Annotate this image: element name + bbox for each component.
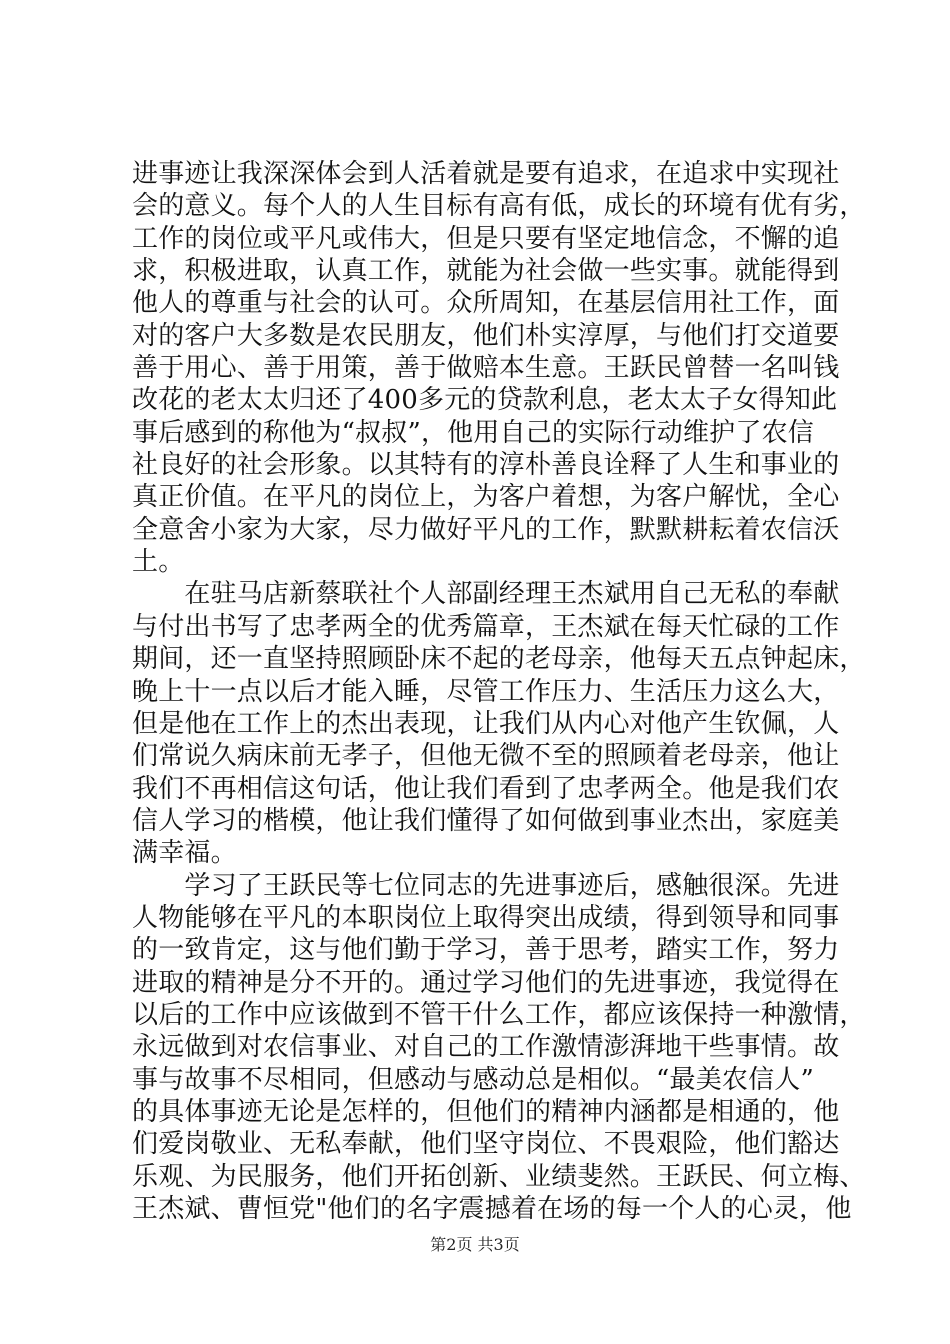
- text-line: 们爱岗敬业、无私奉献，他们坚守岗位、不畏艰险，他们豁达: [132, 1129, 840, 1160]
- paragraph-2: [132, 578, 866, 869]
- text-line: 在驻马店新蔡联社个人部副经理王杰斌用自己无私的奉献: [132, 579, 840, 610]
- text-line: 的具体事迹无论是怎样的，但他们的精神内涵都是相通的，他: [132, 1096, 840, 1127]
- text-line: 与付出书写了忠孝两全的优秀篇章，王杰斌在每天忙碌的工作: [132, 611, 840, 642]
- text-line: 进取的精神是分不开的。通过学习他们的先进事迹，我觉得在: [132, 967, 840, 998]
- text-line: 信人学习的楷模，他让我们懂得了如何做到事业杰出，家庭美: [132, 805, 840, 836]
- text-line: 事后感到的称他为“叔叔”，他用自己的实际行动维护了农信: [132, 417, 814, 448]
- body-text: [132, 158, 866, 1225]
- paragraph-3: [132, 870, 866, 1226]
- text-line: 学习了王跃民等七位同志的先进事迹后，感触很深。先进: [132, 870, 840, 901]
- text-line: 人物能够在平凡的本职岗位上取得突出成绩，得到领导和同事: [132, 902, 840, 933]
- text-line: 求，积极进取，认真工作，就能为社会做一些实事。就能得到: [132, 256, 840, 287]
- text-line: 对的客户大多数是农民朋友，他们朴实淳厚，与他们打交道要: [132, 320, 840, 351]
- text-line: 真正价值。在平凡的岗位上，为客户着想，为客户解忧，全心: [132, 482, 840, 513]
- page-footer: [0, 1234, 950, 1256]
- text-line: 期间，还一直坚持照顾卧床不起的老母亲，他每天五点钟起床，: [132, 644, 866, 675]
- text-line: 他人的尊重与社会的认可。众所周知，在基层信用社工作，面: [132, 288, 840, 319]
- text-line: 善于用心、善于用策，善于做赔本生意。王跃民曾替一名叫钱: [132, 353, 840, 384]
- text-line: 事与故事不尽相同，但感动与感动总是相似。“最美农信人”: [132, 1064, 814, 1095]
- text-line: 晚上十一点以后才能入睡，尽管工作压力、生活压力这么大，: [132, 676, 840, 707]
- text-line: 工作的岗位或平凡或伟大，但是只要有坚定地信念，不懈的追: [132, 223, 840, 254]
- page-number: 第2页 共3页: [430, 1235, 520, 1254]
- text-line: 满幸福。: [132, 838, 237, 869]
- text-line: 社良好的社会形象。以其特有的淳朴善良诠释了人生和事业的: [132, 450, 840, 481]
- text-line: 乐观、为民服务，他们开拓创新、业绩斐然。王跃民、何立梅、: [132, 1161, 866, 1192]
- text-line: 但是他在工作上的杰出表现，让我们从内心对他产生钦佩，人: [132, 708, 840, 739]
- text-line: 的一致肯定，这与他们勤于学习，善于思考，踏实工作，努力: [132, 935, 840, 966]
- text-line: 们常说久病床前无孝子，但他无微不至的照顾着老母亲，他让: [132, 741, 840, 772]
- text-line: 会的意义。每个人的人生目标有高有低，成长的环境有优有劣，: [132, 191, 866, 222]
- text-line: 进事迹让我深深体会到人活着就是要有追求，在追求中实现社: [132, 159, 840, 189]
- text-line: 土。: [132, 547, 185, 578]
- text-line: 永远做到对农信事业、对自己的工作激情澎湃地干些事情。故: [132, 1032, 840, 1063]
- text-line: 王杰斌、曹恒党"他们的名字震撼着在场的每一个人的心灵，他: [132, 1194, 852, 1224]
- text-line: 改花的老太太归还了400多元的贷款利息，老太太子女得知此: [132, 385, 838, 416]
- text-line: 以后的工作中应该做到不管干什么工作，都应该保持一种激情，: [132, 999, 866, 1030]
- text-line: 我们不再相信这句话，他让我们看到了忠孝两全。他是我们农: [132, 773, 840, 804]
- text-line: 全意舍小家为大家，尽力做好平凡的工作，默默耕耘着农信沃: [132, 514, 840, 545]
- paragraph-1: [132, 158, 866, 578]
